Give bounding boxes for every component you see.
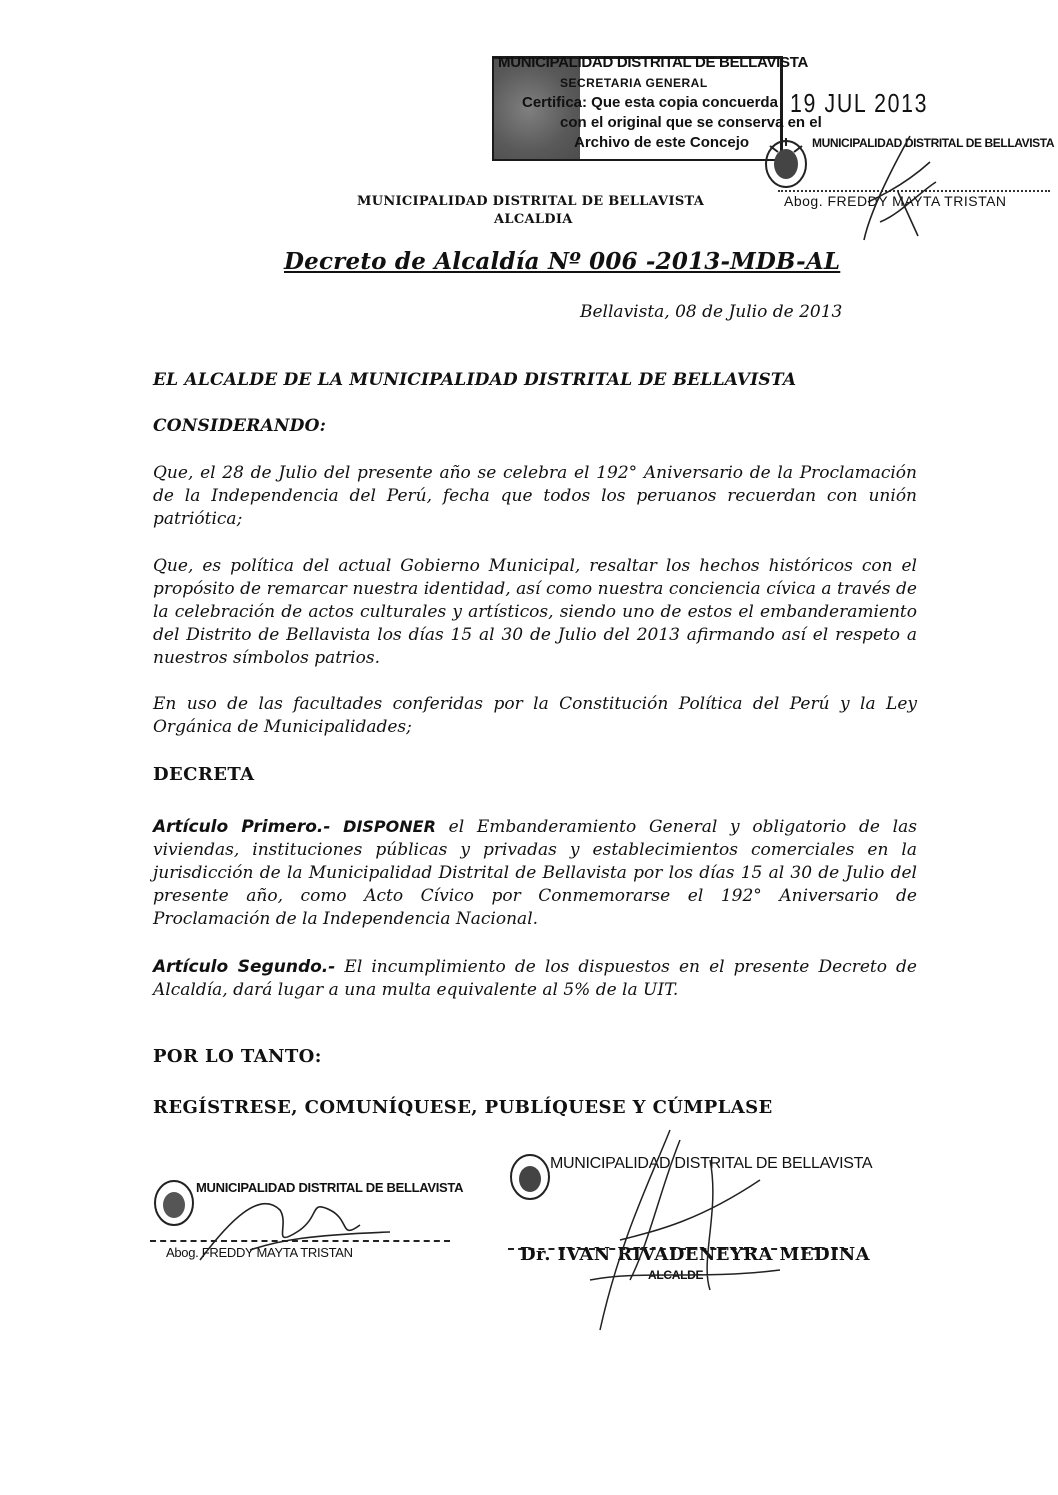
stamp-cert-line-2: con el original que se conserva en el	[560, 114, 822, 131]
stamp-cert-line-1: Certifica: Que esta copia concuerda	[522, 94, 778, 111]
right-seal-org: MUNICIPALIDAD DISTRITAL DE BELLAVISTA	[550, 1155, 873, 1172]
header-office: ALCALDIA	[494, 212, 573, 227]
stamp-seal-org: MUNICIPALIDAD DISTRITAL DE BELLAVISTA	[812, 136, 1055, 150]
paragraph-2	[153, 555, 917, 670]
signature-icon	[840, 132, 960, 242]
municipal-seal-icon	[508, 1152, 552, 1202]
paragraph-text: En uso de las facultades conferidas por la Constitución Política del Perú y la Ley Orgánica de Municipalidades;	[153, 694, 917, 737]
closing-formula: REGÍSTRESE, COMUNÍQUESE, PUBLÍQUESE Y CÚMPLASE	[153, 1097, 773, 1118]
signature-icon	[190, 1180, 410, 1270]
por-lo-tanto-heading: POR LO TANTO:	[153, 1046, 322, 1067]
authority-heading: EL ALCALDE DE LA MUNICIPALIDAD DISTRITAL DE BELLAVISTA	[153, 370, 797, 390]
signature-icon	[560, 1120, 800, 1340]
article-2	[153, 956, 917, 1002]
municipal-seal-icon	[762, 132, 810, 190]
article-1-label: Artículo Primero.-	[153, 817, 331, 837]
article-1	[153, 815, 917, 931]
stamp-cert-line-3: Archivo de este Concejo	[574, 134, 750, 151]
article-2-text: El incumplimiento de los dispuestos en el presente Decreto de Alcaldía, dará lugar a una multa equivalente al 5% de la UIT.	[153, 957, 917, 1000]
stamp-date: 19 JUL 2013	[790, 88, 929, 118]
right-signer-name: Dr. IVAN RIVADENEYRA MEDINA	[520, 1244, 870, 1265]
decree-date: Bellavista, 08 de Julio de 2013	[580, 302, 843, 322]
stamp-signer-name: Abog. FREDDY MAYTA TRISTAN	[784, 193, 1007, 209]
left-seal-org: MUNICIPALIDAD DISTRITAL DE BELLAVISTA	[196, 1180, 464, 1195]
left-signer-name: Abog. FREDDY MAYTA TRISTAN	[166, 1245, 353, 1260]
paragraph-1	[153, 462, 917, 531]
stamp-office: SECRETARIA GENERAL	[560, 76, 708, 90]
right-signer-role: ALCALDE	[648, 1268, 704, 1282]
decree-title: Decreto de Alcaldía Nº 006 -2013-MDB-AL	[284, 248, 841, 275]
header-municipality: MUNICIPALIDAD DISTRITAL DE BELLAVISTA	[357, 194, 705, 209]
stamp-org: MUNICIPALIDAD DISTRITAL DE BELLAVISTA	[498, 54, 809, 71]
article-2-label: Artículo Segundo.-	[153, 957, 336, 977]
paragraph-text: Que, es política del actual Gobierno Municipal, resaltar los hechos históricos con el propósito de remarcar nuestra identidad, así como nuestra conciencia cívica a través de la celebración de actos culturales y artísticos, siendo uno de estos el embanderamiento del Distrito de Bellavista los días 15 al 30 de Julio del 2013 afirmando así el respeto a nuestros símbolos patrios.	[153, 556, 917, 668]
article-1-text: el Embanderamiento General y obligatorio de las viviendas, instituciones públicas y privadas y establecimientos comerciales en la jurisdicción de la Municipalidad Distrital de Bellavista por los días 15 al 30 de Julio del presente año, como Acto Cívico por Conmemorarse el 192° Aniversario de Proclamación de la Independencia Nacional.	[153, 817, 917, 929]
considerando-heading: CONSIDERANDO:	[153, 416, 327, 436]
article-1-keyword: DISPONER	[343, 817, 436, 836]
paragraph-3	[153, 693, 917, 739]
paragraph-text: Que, el 28 de Julio del presente año se celebra el 192° Aniversario de la Proclamación de la Independencia del Perú, fecha que todos los peruanos recuerdan con unión patriótica;	[153, 463, 917, 529]
decreta-heading: DECRETA	[153, 764, 255, 785]
